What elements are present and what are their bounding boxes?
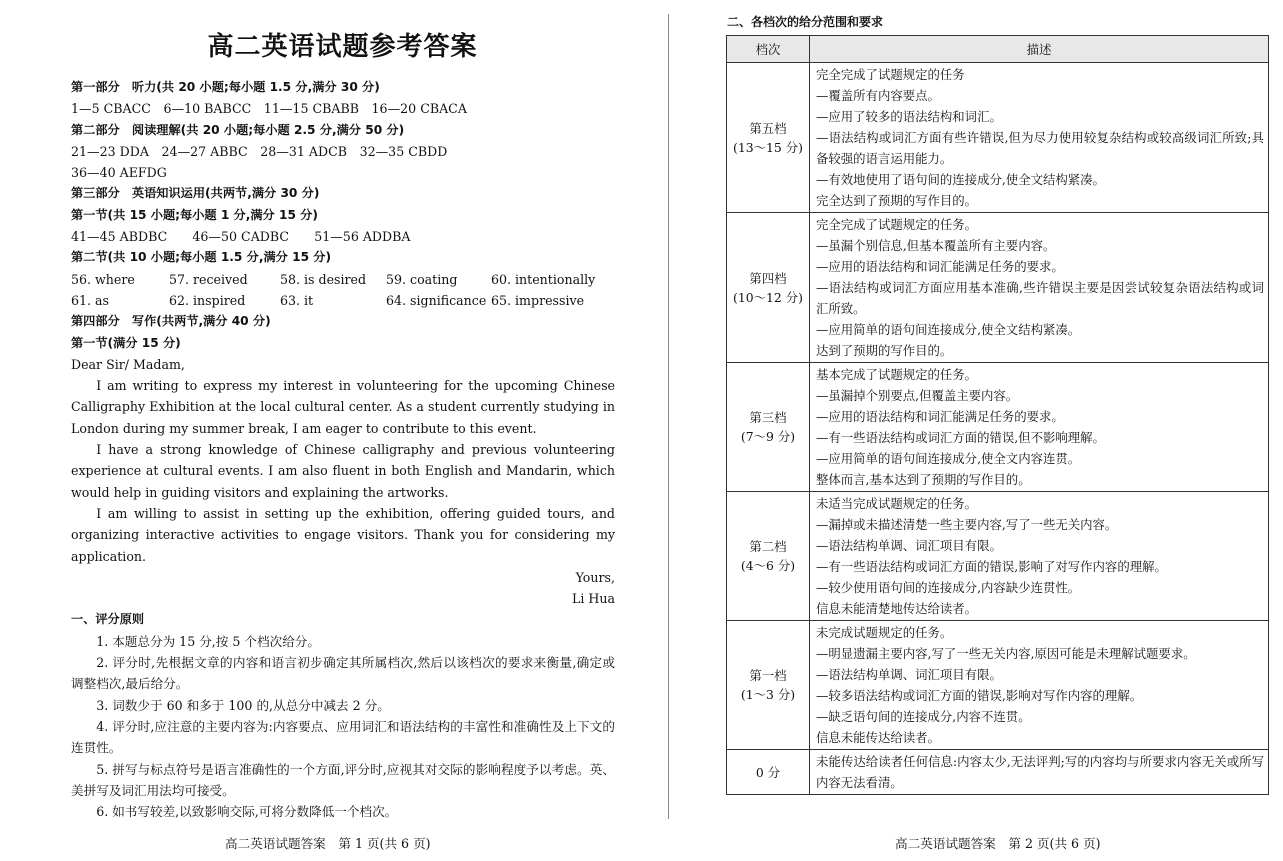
grade-level-cell <box>727 492 810 621</box>
part2-answers-line2: 36—40 AEFDG <box>71 165 167 181</box>
fill-answer: 59. coating <box>386 271 458 287</box>
header-level: 档次 <box>727 36 810 63</box>
part2-heading: 第二部分 阅读理解(共 20 小题;每小题 2.5 分,满分 50 分) <box>71 122 405 137</box>
table-row <box>727 750 1269 795</box>
fill-answer: 63. it <box>280 292 314 308</box>
grade-description-cell <box>810 363 1269 492</box>
principle-item: 1. 本题总分为 15 分,按 5 个档次给分。 <box>96 633 320 649</box>
grade-level-cell <box>727 750 810 795</box>
description-line: —虽漏掉个别要点,但覆盖主要内容。 <box>816 388 1019 403</box>
part1-heading: 第一部分 听力(共 20 小题;每小题 1.5 分,满分 30 分) <box>71 80 380 94</box>
principle-item: 6. 如书写较差,以致影响交际,可将分数降低一个档次。 <box>96 804 398 820</box>
description-line: 整体而言,基本达到了预期的写作目的。 <box>816 472 1031 487</box>
grade-range: (4～6 分) <box>740 558 796 573</box>
header-description: 描述 <box>810 36 1269 63</box>
grade-level-cell <box>727 63 810 213</box>
description-line: —语法结构单调、词汇项目有限。 <box>816 538 1002 553</box>
part3-heading: 第三部分 英语知识运用(共两节,满分 30 分) <box>71 186 320 201</box>
grade-description-cell <box>810 213 1269 363</box>
grade-range: (1～3 分) <box>740 687 796 702</box>
description-line: 达到了预期的写作目的。 <box>816 343 953 358</box>
page-1-footer: 高二英语试题答案 第 1 页(共 6 页) <box>225 836 431 851</box>
grade-description-cell <box>810 750 1269 795</box>
table-row <box>727 363 1269 492</box>
description-line: —明显遗漏主要内容,写了一些无关内容,原因可能是未理解试题要求。 <box>816 646 1196 661</box>
table-header-row <box>727 36 1269 63</box>
grading-table-body <box>727 63 1269 795</box>
grade-level-cell <box>727 621 810 750</box>
letter-paragraph: I am writing to express my interest in volunteering for the upcoming Chinese Calligraphy Exhibition at the local cultural center. As a student currently studying in London during my summer break, I am eager to contribute to this event. <box>71 378 615 436</box>
letter-salutation: Dear Sir/ Madam, <box>71 356 185 372</box>
description-line: 完全达到了预期的写作目的。 <box>816 193 978 208</box>
page-divider <box>668 14 669 819</box>
description-line: —有一些语法结构或词汇方面的错误,影响了对写作内容的理解。 <box>816 559 1167 574</box>
fill-answer: 60. intentionally <box>491 271 596 287</box>
letter-paragraph: I am willing to assist in setting up the exhibition, offering guided tours, and organizing interactive activities to engage visitors. Thank you for considering my application. <box>71 505 615 564</box>
grade-range: (10～12 分) <box>733 289 803 305</box>
grade-range: (13～15 分) <box>733 139 803 155</box>
grade-name: 第五档 <box>749 120 787 136</box>
description-line: —缺乏语句间的连接成分,内容不连贯。 <box>816 709 1031 724</box>
description-line: 未能传达给读者任何信息:内容太少,无法评判;写的内容均与所要求内容无关或所写内容无法看清。 <box>816 754 1264 790</box>
grade-name: 第三档 <box>749 410 787 425</box>
answer-key-content <box>71 77 615 822</box>
grade-description-cell <box>810 492 1269 621</box>
grade-level-cell <box>727 213 810 363</box>
letter-paragraph: I have a strong knowledge of Chinese calligraphy and previous volunteering experience at cultural events. I am also fluent in both English and Mandarin, which would help in guiding visitors and explaining the artworks. <box>71 442 615 500</box>
description-line: —应用的语法结构和词汇能满足任务的要求。 <box>816 409 1064 424</box>
description-line: —较少使用语句间的连接成分,内容缺少连贯性。 <box>816 580 1081 595</box>
description-line: —语法结构或词汇方面应用基本准确,些许错误主要是因尝试较复杂语法结构或词汇所致。 <box>816 280 1264 316</box>
grading-table <box>726 35 1269 795</box>
fill-answer: 62. inspired <box>169 292 246 308</box>
fill-answer: 58. is desired <box>280 271 367 287</box>
part4-heading: 第四部分 写作(共两节,满分 40 分) <box>71 314 271 329</box>
part3-section1-heading: 第一节(共 15 小题;每小题 1 分,满分 15 分) <box>71 207 318 222</box>
table-row <box>727 492 1269 621</box>
description-line: —应用的语法结构和词汇能满足任务的要求。 <box>816 259 1064 274</box>
description-line: —语法结构或词汇方面有些许错误,但为尽力使用较复杂结构或较高级词汇所致;具备较强的语言运用能力。 <box>816 130 1264 166</box>
description-line: —应用简单的语句间连接成分,使全文内容连贯。 <box>816 451 1081 466</box>
description-line: 完全完成了试题规定的任务。 <box>816 217 978 232</box>
table-row <box>727 63 1269 213</box>
description-line: 信息未能清楚地传达给读者。 <box>816 601 978 616</box>
letter-signature: Li Hua <box>572 591 615 607</box>
description-line: 信息未能传达给读者。 <box>816 730 940 745</box>
fill-answers-row <box>71 290 615 311</box>
part2-answers-line1: 21—23 DDA 24—27 ABBC 28—31 ADCB 32—35 CBDD <box>71 143 448 159</box>
principle-item: 4. 评分时,应注意的主要内容为:内容要点、应用词汇和语法结构的丰富性和准确性及上下文的连贯性。 <box>71 718 615 756</box>
principle-item: 5. 拼写与标点符号是语言准确性的一个方面,评分时,应视其对交际的影响程度予以考虑。英、美拼写及词汇用法均可接受。 <box>71 761 615 798</box>
page-2-footer: 高二英语试题答案 第 2 页(共 6 页) <box>895 836 1101 851</box>
grade-description-cell <box>810 63 1269 213</box>
description-line: —语法结构单调、词汇项目有限。 <box>816 667 1002 682</box>
description-line: —有效地使用了语句间的连接成分,使全文结构紧凑。 <box>816 172 1105 187</box>
principles-heading: 一、评分原则 <box>71 612 145 627</box>
description-line: —较多语法结构或词汇方面的错误,影响对写作内容的理解。 <box>816 688 1143 703</box>
grade-name: 0 分 <box>755 764 781 780</box>
table-row <box>727 213 1269 363</box>
grade-level-cell <box>727 363 810 492</box>
grade-range: (7～9 分) <box>740 429 796 444</box>
part3-section1-answers: 41—45 ABDBC 46—50 CADBC 51—56 ADDBA <box>71 229 411 245</box>
description-line: —虽漏个别信息,但基本覆盖所有主要内容。 <box>816 238 1056 253</box>
grade-name: 第二档 <box>749 539 787 554</box>
letter-closing: Yours, <box>575 569 615 585</box>
part3-section2-heading: 第二节(共 10 小题;每小题 1.5 分,满分 15 分) <box>71 250 332 265</box>
grade-name: 第一档 <box>749 668 787 683</box>
grade-description-cell <box>810 621 1269 750</box>
description-line: 基本完成了试题规定的任务。 <box>816 367 978 382</box>
fill-answers-row <box>71 269 615 290</box>
description-line: 未完成试题规定的任务。 <box>816 625 953 640</box>
description-line: 完全完成了试题规定的任务 <box>816 67 965 82</box>
principle-item: 2. 评分时,先根据文章的内容和语言初步确定其所属档次,然后以该档次的要求来衡量,确定或调整档次,最后给分。 <box>71 655 615 692</box>
fill-answer: 65. impressive <box>491 292 585 308</box>
principle-item: 3. 词数少于 60 和多于 100 的,从总分中减去 2 分。 <box>96 697 390 713</box>
description-line: —应用简单的语句间连接成分,使全文结构紧凑。 <box>816 322 1081 337</box>
fill-answer: 61. as <box>71 292 110 308</box>
description-line: —漏掉或未描述清楚一些主要内容,写了一些无关内容。 <box>816 517 1118 532</box>
description-line: —应用了较多的语法结构和词汇。 <box>816 109 1002 124</box>
fill-answer: 57. received <box>169 271 248 287</box>
part4-section1-heading: 第一节(满分 15 分) <box>71 335 181 350</box>
grade-name: 第四档 <box>749 270 787 286</box>
description-line: —有一些语法结构或词汇方面的错误,但不影响理解。 <box>816 430 1105 445</box>
part1-answers: 1—5 CBACC 6—10 BABCC 11—15 CBABB 16—20 CBACA <box>71 101 467 117</box>
description-line: 未适当完成试题规定的任务。 <box>816 496 978 511</box>
fill-answer: 56. where <box>71 271 135 287</box>
description-line: —覆盖所有内容要点。 <box>816 88 940 103</box>
page-title: 高二英语试题参考答案 <box>207 32 478 62</box>
grading-levels-heading: 二、各档次的给分范围和要求 <box>727 15 884 29</box>
fill-answer: 64. significance <box>386 292 487 308</box>
table-row <box>727 621 1269 750</box>
